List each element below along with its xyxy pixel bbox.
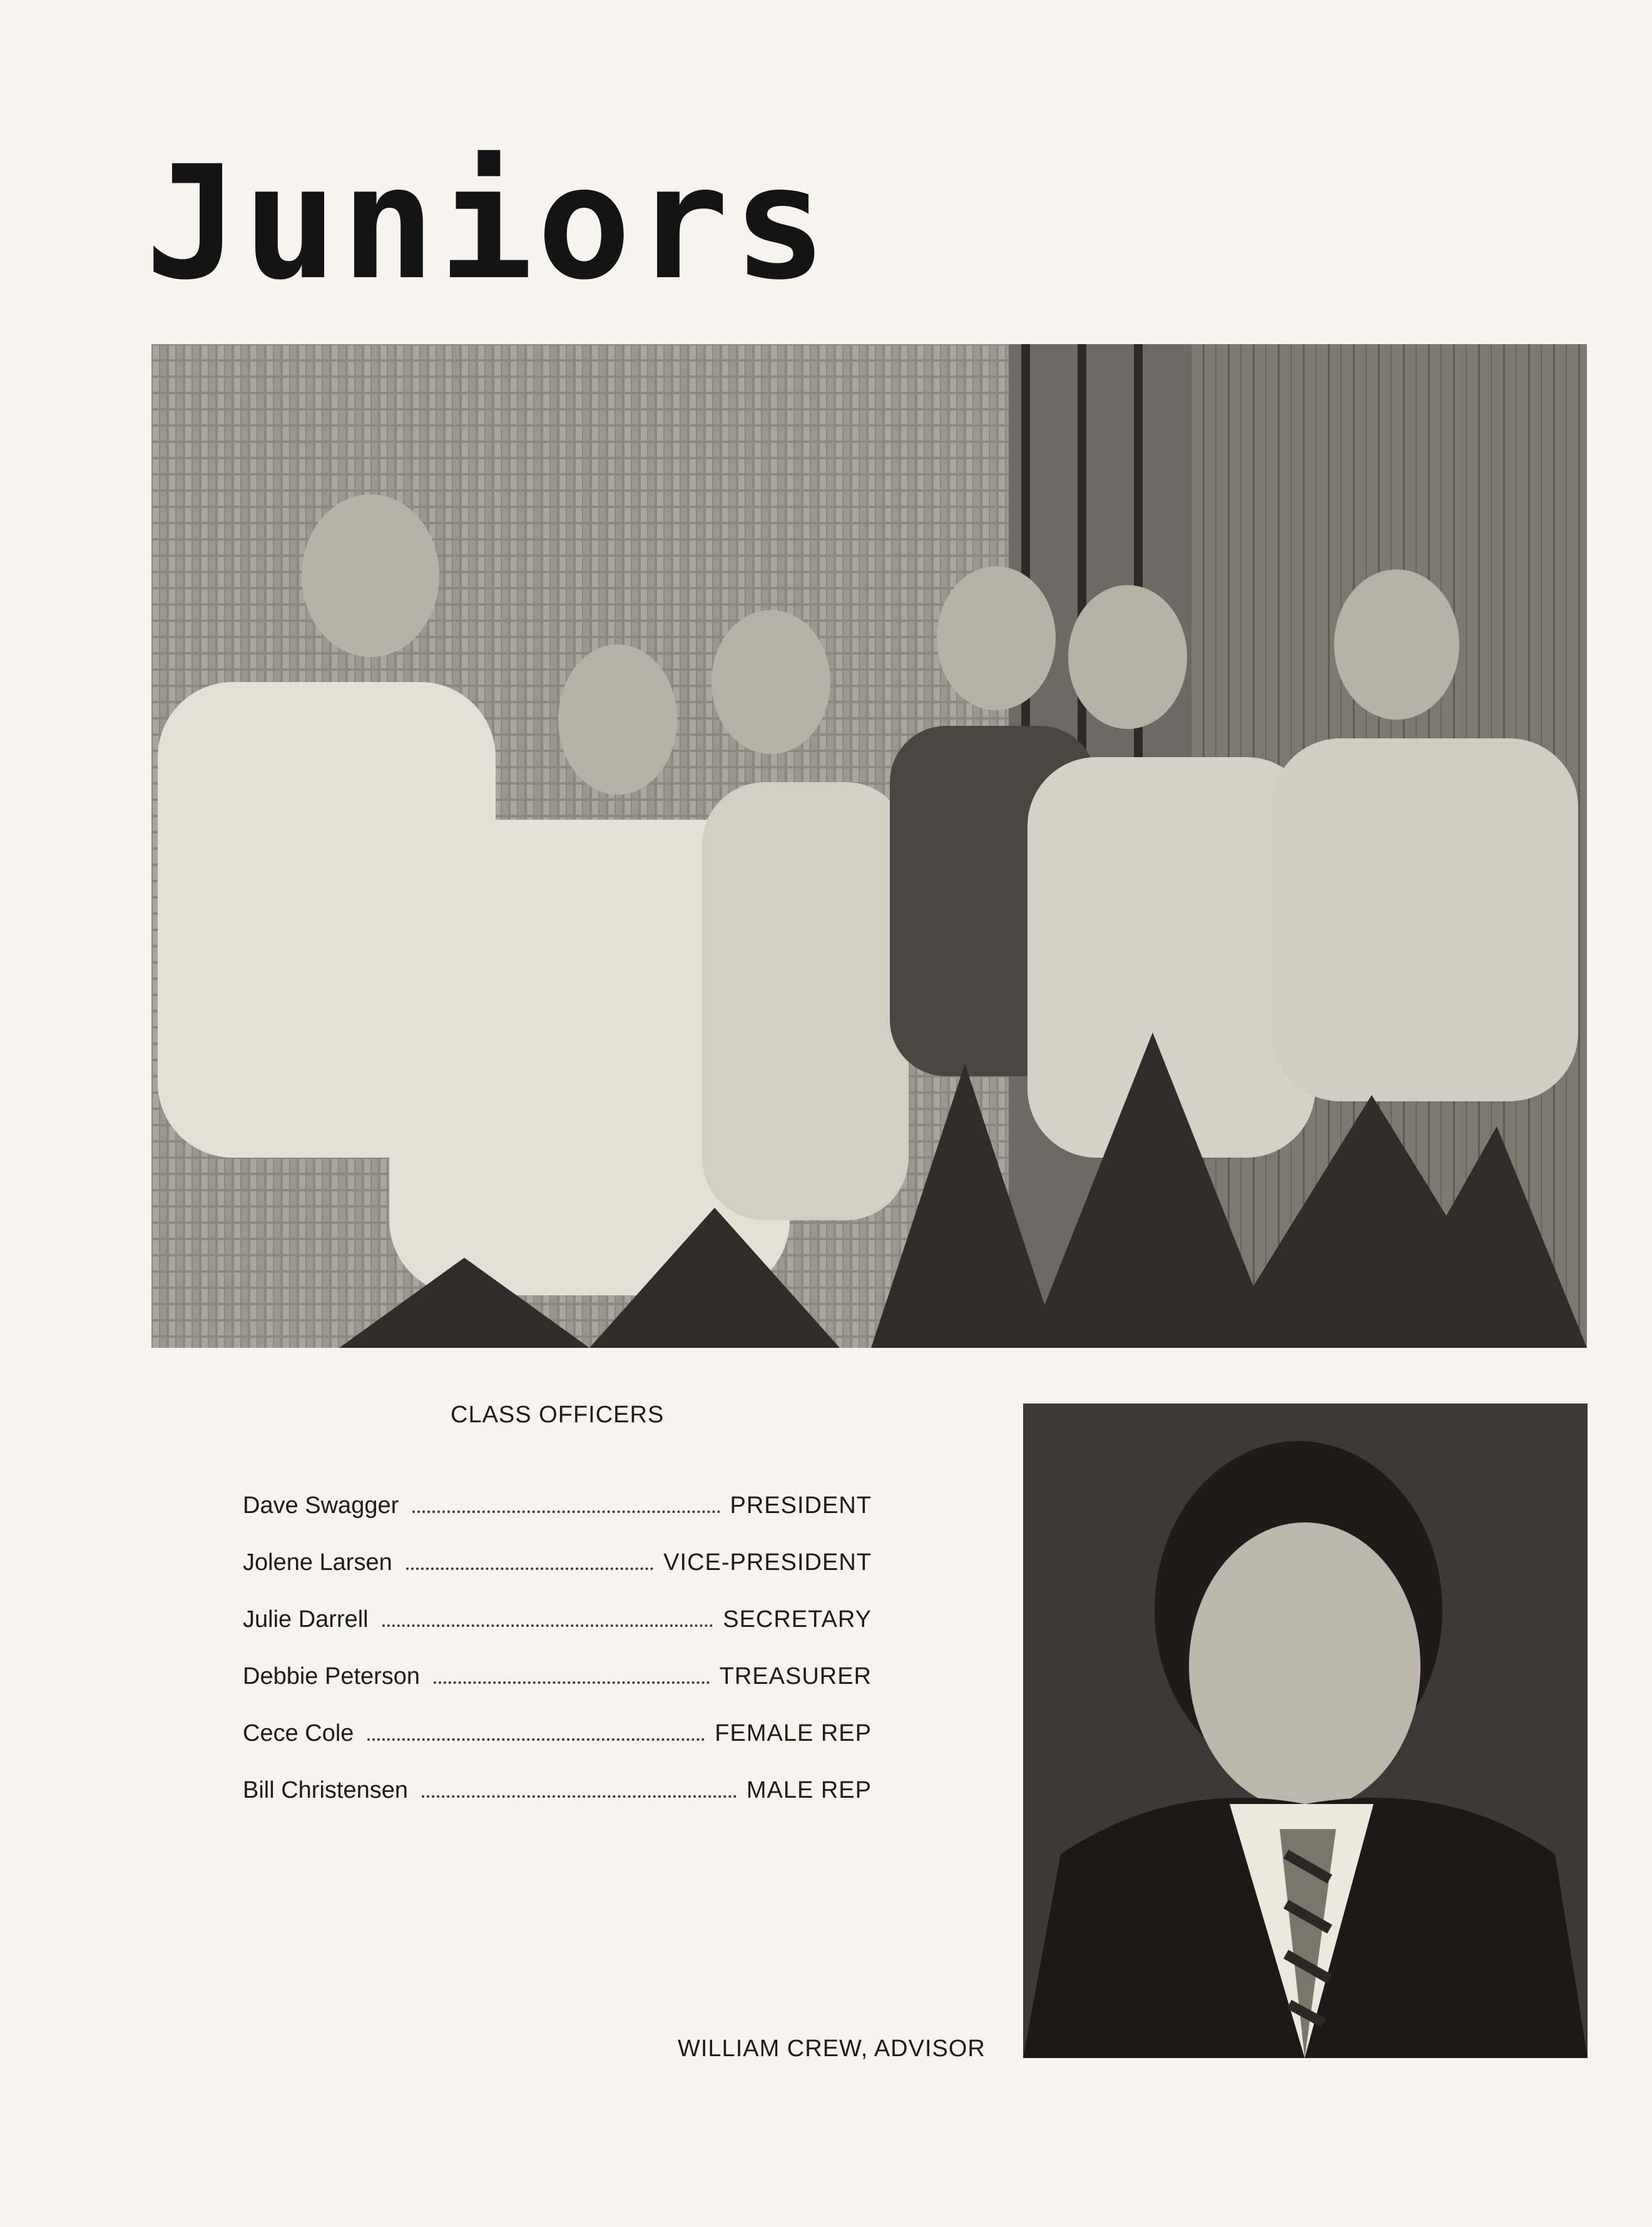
dotted-leader	[367, 1738, 705, 1741]
officer-row	[243, 1777, 872, 1834]
officer-office: PRESIDENT	[730, 1492, 872, 1519]
dotted-leader	[406, 1567, 653, 1570]
officer-office: SECRETARY	[723, 1606, 872, 1633]
officer-row	[243, 1492, 872, 1549]
group-photo	[151, 344, 1587, 1348]
dotted-leader	[434, 1681, 710, 1684]
officer-office: VICE-PRESIDENT	[663, 1549, 872, 1576]
officers-heading: CLASS OFFICERS	[451, 1402, 665, 1428]
officer-row	[243, 1549, 872, 1606]
officer-row	[243, 1606, 872, 1663]
advisor-caption: WILLIAM CREW, ADVISOR	[678, 2036, 986, 2062]
officer-office: TREASURER	[719, 1663, 872, 1689]
officer-name: Julie Darrell	[243, 1606, 369, 1633]
officer-name: Jolene Larsen	[243, 1549, 392, 1576]
advisor-photo	[1023, 1404, 1588, 2058]
advisor-photo-image	[1023, 1404, 1588, 2058]
officer-row	[243, 1720, 872, 1777]
page-title: Juniors	[145, 132, 831, 314]
dotted-leader	[412, 1511, 720, 1513]
officer-row	[243, 1663, 872, 1720]
officer-name: Debbie Peterson	[243, 1663, 421, 1689]
officer-office: MALE REP	[746, 1777, 872, 1803]
group-photo-image	[151, 344, 1587, 1348]
dotted-leader	[382, 1624, 713, 1627]
officer-office: FEMALE REP	[715, 1720, 872, 1746]
dotted-leader	[422, 1795, 737, 1798]
officer-list	[243, 1492, 872, 1834]
officer-name: Cece Cole	[243, 1720, 354, 1746]
officer-name: Dave Swagger	[243, 1492, 399, 1519]
officer-name: Bill Christensen	[243, 1777, 408, 1803]
